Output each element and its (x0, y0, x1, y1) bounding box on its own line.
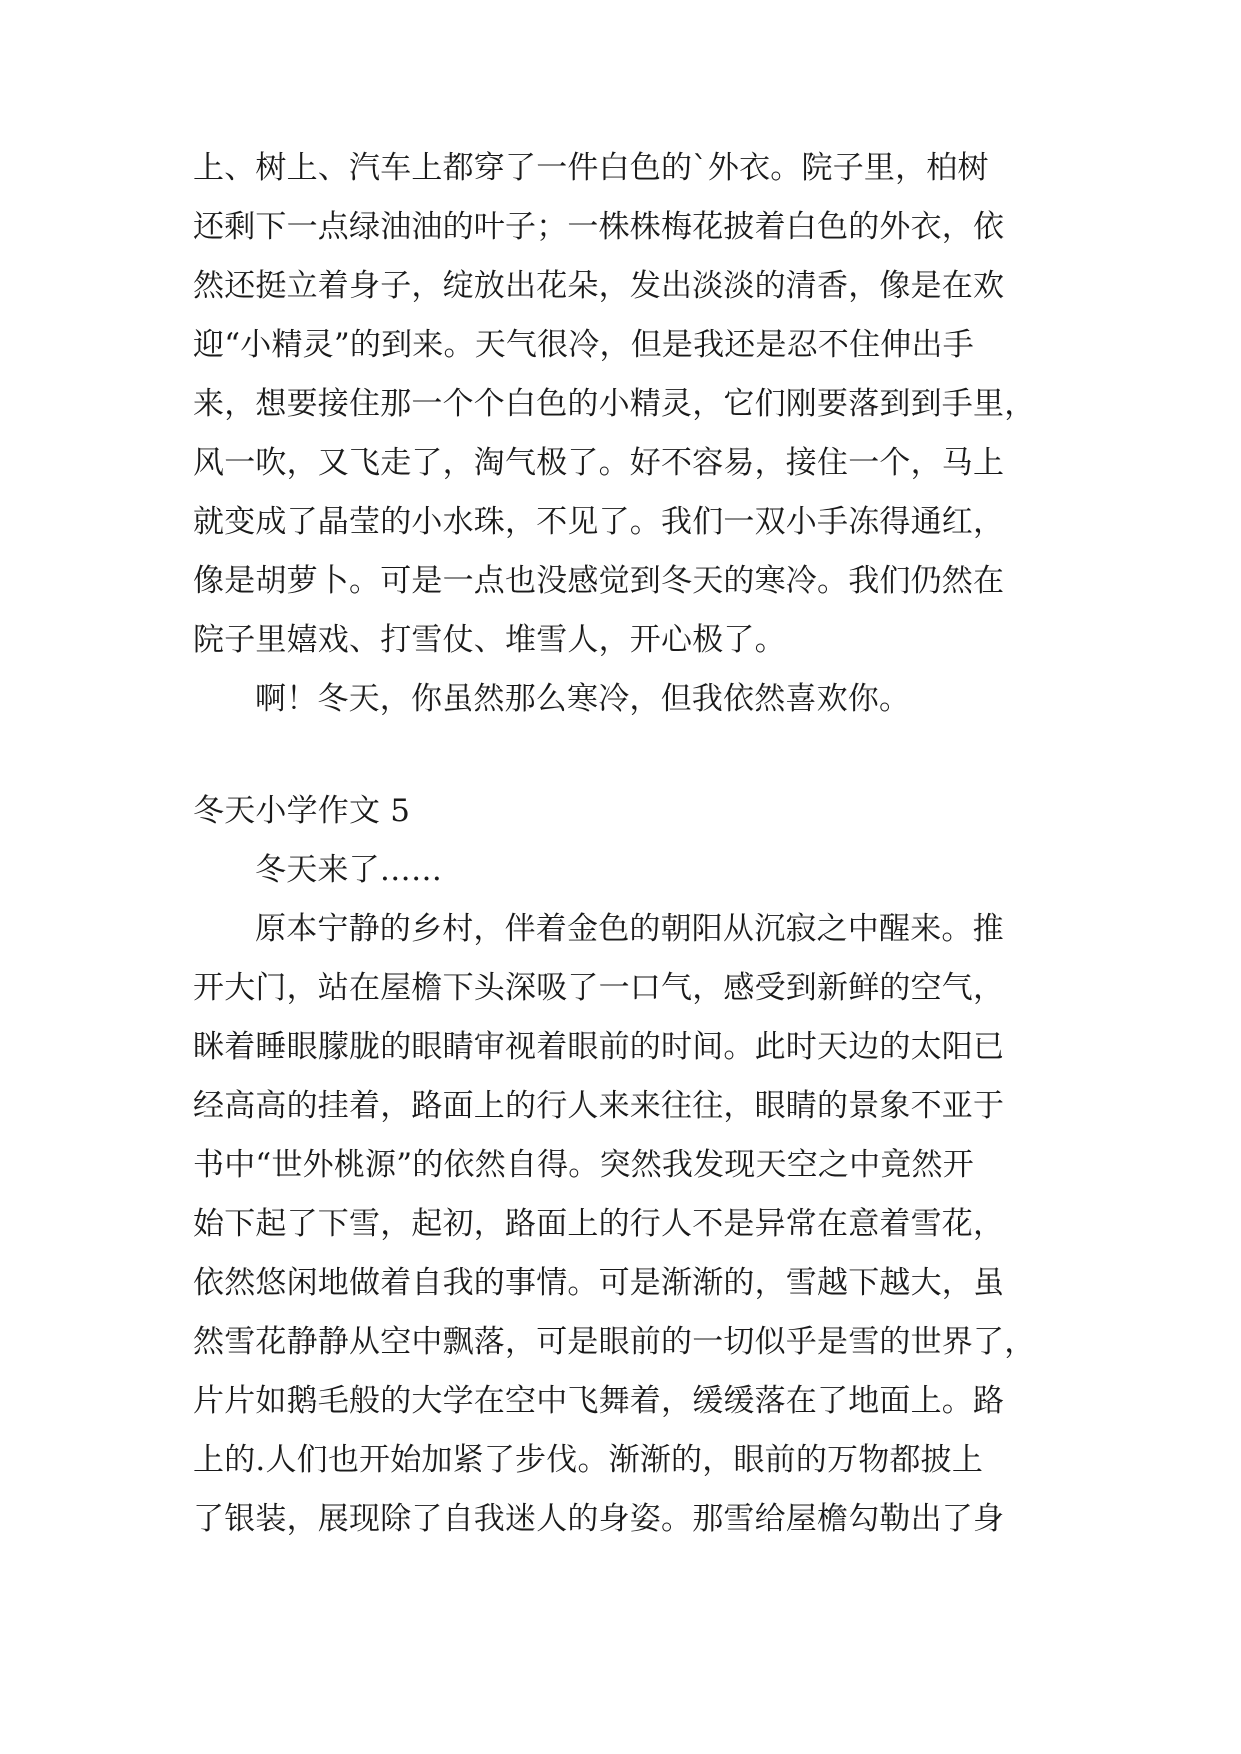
paragraph-line: 来，想要接住那一个个白色的小精灵，它们刚要落到到手里， (193, 386, 1036, 422)
paragraph-line: 眯着睡眼朦胧的眼睛审视着眼前的时间。此时天边的太阳已 (193, 1029, 1005, 1065)
paragraph-line: 书中“世外桃源”的依然自得。突然我发现天空之中竟然开 (193, 1147, 974, 1183)
essay-title: 冬天小学作文 5 (193, 793, 411, 829)
paragraph-line: 始下起了下雪，起初，路面上的行人不是异常在意着雪花， (193, 1206, 1005, 1242)
paragraph-line: 迎“小精灵”的到来。天气很冷，但是我还是忍不住伸出手 (193, 327, 974, 363)
paragraph-line: 上、树上、汽车上都穿了一件白色的`外衣。院子里，柏树 (193, 150, 989, 186)
paragraph-line: 就变成了晶莹的小水珠，不见了。我们一双小手冻得通红， (193, 504, 1005, 540)
paragraph-line: 原本宁静的乡村，伴着金色的朝阳从沉寂之中醒来。推 (255, 911, 1004, 947)
paragraph-line: 还剩下一点绿油油的叶子；一株株梅花披着白色的外衣，依 (193, 209, 1005, 245)
paragraph-line: 风一吹，又飞走了，淘气极了。好不容易，接住一个，马上 (193, 445, 1005, 481)
paragraph-line: 像是胡萝卜。可是一点也没感觉到冬天的寒冷。我们仍然在 (193, 563, 1005, 599)
paragraph-line: 片片如鹅毛般的大学在空中飞舞着，缓缓落在了地面上。路 (193, 1383, 1005, 1419)
paragraph-line: 上的.人们也开始加紧了步伐。渐渐的，眼前的万物都披上 (193, 1442, 984, 1478)
paragraph-line: 了银装，展现除了自我迷人的身姿。那雪给屋檐勾勒出了身 (193, 1501, 1005, 1537)
paragraph-line: 经高高的挂着，路面上的行人来来往往，眼睛的景象不亚于 (193, 1088, 1005, 1124)
paragraph-line: 然还挺立着身子，绽放出花朵，发出淡淡的清香，像是在欢 (193, 268, 1005, 304)
paragraph-line: 依然悠闲地做着自我的事情。可是渐渐的，雪越下越大，虽 (193, 1265, 1005, 1301)
paragraph-line: 院子里嬉戏、打雪仗、堆雪人，开心极了。 (193, 622, 786, 658)
opening-sentence: 冬天来了…… (255, 852, 443, 888)
paragraph-line: 然雪花静静从空中飘落，可是眼前的一切似乎是雪的世界了， (193, 1324, 1036, 1360)
closing-sentence: 啊！冬天，你虽然那么寒冷，但我依然喜欢你。 (255, 681, 911, 717)
paragraph-line: 开大门，站在屋檐下头深吸了一口气，感受到新鲜的空气， (193, 970, 1005, 1006)
